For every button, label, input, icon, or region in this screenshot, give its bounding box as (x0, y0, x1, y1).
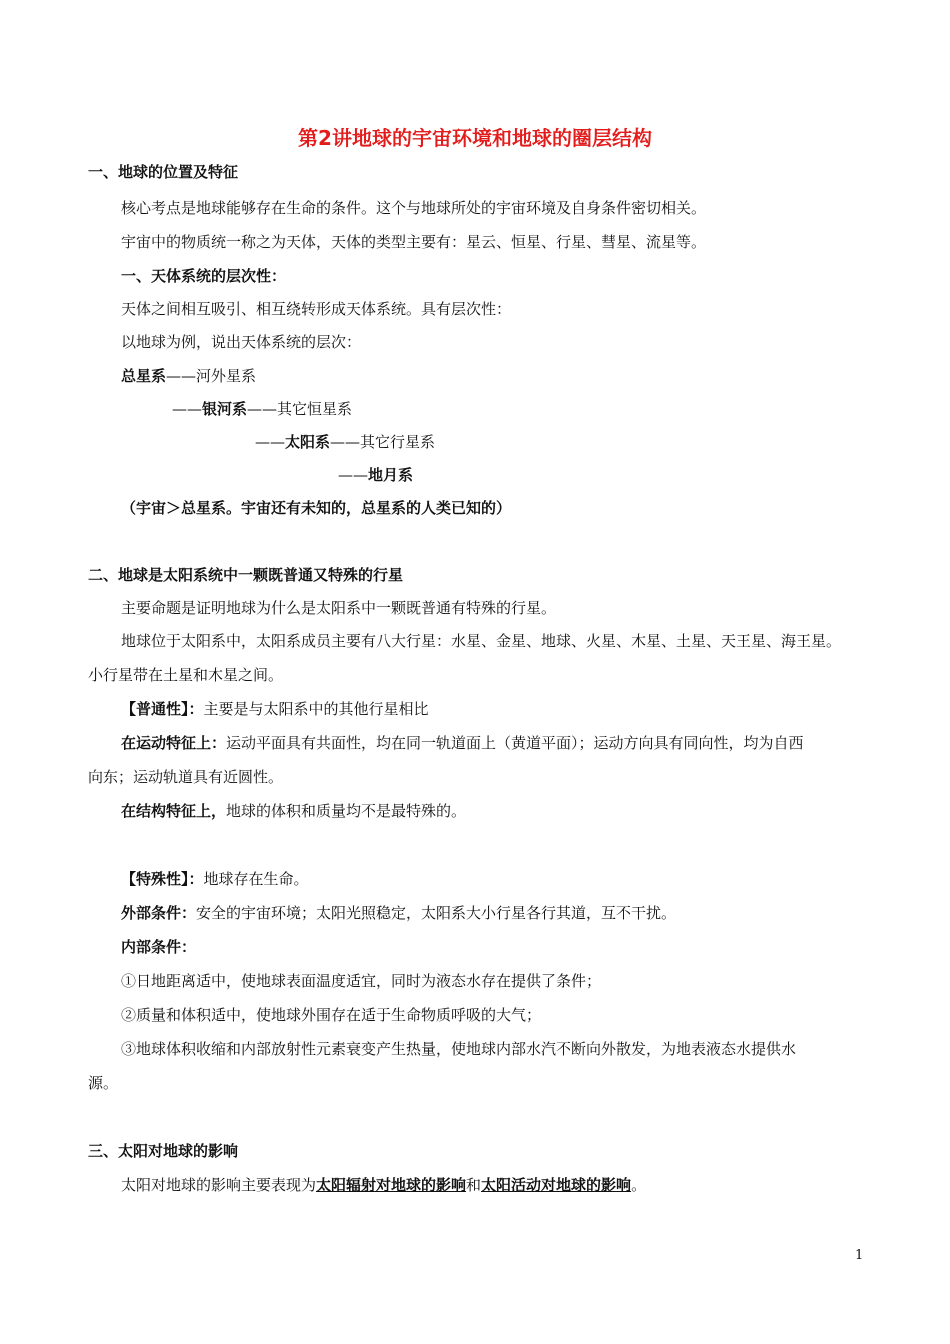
common-trait (121, 699, 429, 719)
hierarchy-level-3 (255, 432, 435, 452)
paragraph: 核心考点是地球能够存在生命的条件。这个与地球所处的宇宙环境及自身条件密切相关。 (121, 199, 707, 217)
paragraph: 地球位于太阳系中，太阳系成员主要有八大行星：水星、金星、地球、火星、木星、土星、天王星、海王星。 (121, 632, 842, 650)
condition-item: ③地球体积收缩和内部放射性元素衰变产生热量，使地球内部水汽不断向外散发，为地表液态水提供水 (121, 1040, 797, 1058)
paragraph-continuation: 小行星带在土星和木星之间。 (88, 666, 284, 684)
paragraph-continuation: 向东；运动轨道具有近圆性。 (88, 768, 284, 786)
text: 运动平面具有共面性，均在同一轨道面上（黄道平面）；运动方向具有同向性，均为自西 (226, 734, 804, 752)
emphasis-underlined: 太阳活动对地球的影响 (481, 1176, 632, 1194)
label: 外部条件： (121, 904, 197, 922)
hierarchy-term: 总星系 (121, 367, 167, 385)
hierarchy-dash: —— (172, 400, 202, 418)
section-2-heading: 二、地球是太阳系统中一颗既普通又特殊的行星 (88, 566, 404, 584)
text: 地球存在生命。 (203, 870, 309, 888)
hierarchy-dash: —— (338, 466, 368, 484)
text: 太阳对地球的影响主要表现为 (121, 1176, 317, 1194)
hierarchy-rest: ——其它行星系 (330, 433, 436, 451)
special-trait (121, 869, 309, 889)
internal-conditions-label: 内部条件： (121, 938, 197, 956)
paragraph: 以地球为例，说出天体系统的层次： (121, 333, 362, 351)
hierarchy-rest: ——其它恒星系 (247, 400, 353, 418)
text: 安全的宇宙环境；太阳光照稳定，太阳系大小行星各行其道，互不干扰。 (196, 904, 677, 922)
hierarchy-level-2 (172, 399, 352, 419)
hierarchy-term: 地月系 (368, 466, 414, 484)
text: 主要是与太阳系中的其他行星相比 (203, 700, 429, 718)
text: 。 (631, 1176, 647, 1194)
paragraph-continuation: 源。 (88, 1074, 119, 1092)
label: 【普通性】： (121, 700, 204, 718)
paragraph (121, 1175, 646, 1195)
page-number: 1 (855, 1248, 864, 1263)
section-3-heading: 三、太阳对地球的影响 (88, 1142, 239, 1160)
emphasis-underlined: 太阳辐射对地球的影响 (316, 1176, 467, 1194)
paragraph: 宇宙中的物质统一称之为天体，天体的类型主要有：星云、恒星、行星、彗星、流星等。 (121, 233, 707, 251)
paragraph: 主要命题是证明地球为什么是太阳系中一颗既普通有特殊的行星。 (121, 599, 557, 617)
motion-trait (121, 733, 804, 753)
external-conditions (121, 903, 676, 923)
hierarchy-rest: ——河外星系 (166, 367, 257, 385)
hierarchy-level-1 (121, 366, 256, 386)
note: （宇宙＞总星系。宇宙还有未知的，总星系的人类已知的） (121, 499, 512, 517)
text: 地球的体积和质量均不是最特殊的。 (226, 802, 467, 820)
structure-trait (121, 801, 466, 821)
condition-item: ①日地距离适中，使地球表面温度适宜，同时为液态水存在提供了条件； (121, 972, 602, 990)
paragraph: 天体之间相互吸引、相互绕转形成天体系统。具有层次性： (121, 300, 512, 318)
hierarchy-dash: —— (255, 433, 285, 451)
text: 和 (466, 1176, 482, 1194)
hierarchy-term: 太阳系 (285, 433, 331, 451)
section-1-heading: 一、地球的位置及特征 (88, 163, 239, 181)
label: 在结构特征上， (121, 802, 227, 820)
hierarchy-term: 银河系 (202, 400, 248, 418)
label: 【特殊性】： (121, 870, 204, 888)
subheading: 一、天体系统的层次性： (121, 267, 287, 285)
label: 在运动特征上： (121, 734, 227, 752)
condition-item: ②质量和体积适中，使地球外围存在适于生命物质呼吸的大气； (121, 1006, 542, 1024)
document-title: 第2讲地球的宇宙环境和地球的圈层结构 (298, 126, 652, 150)
hierarchy-level-4 (338, 465, 413, 485)
